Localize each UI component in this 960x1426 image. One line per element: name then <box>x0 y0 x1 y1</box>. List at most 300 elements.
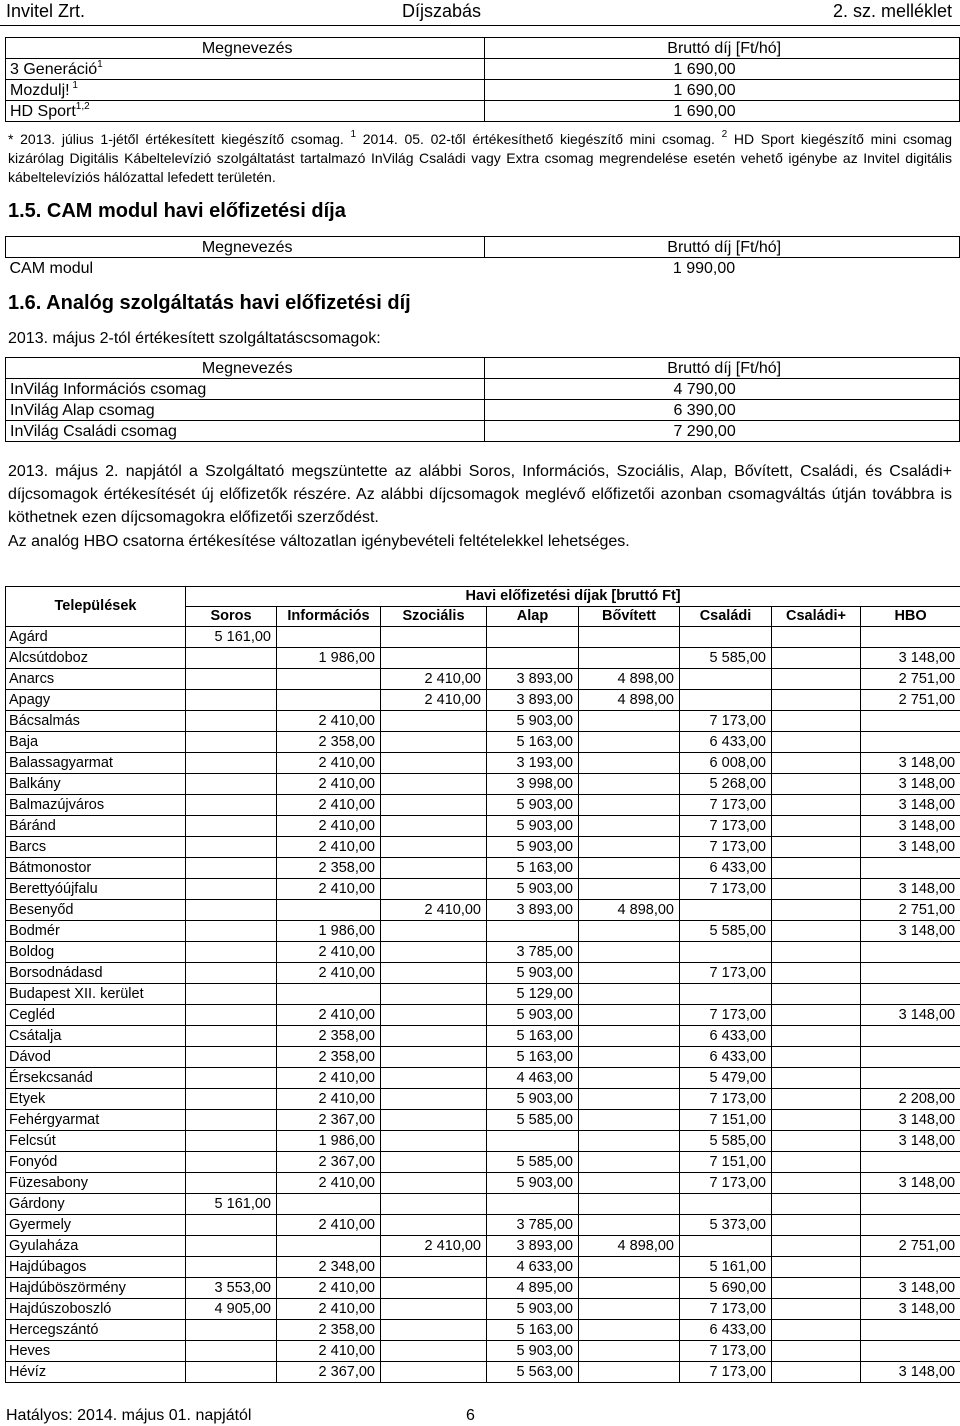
price-cell <box>861 1341 960 1362</box>
price-cell <box>861 1194 960 1215</box>
table-row <box>6 1173 960 1194</box>
price-cell <box>186 1215 277 1236</box>
city-name: Gárdony <box>6 1194 186 1215</box>
price-cell: 5 903,00 <box>487 1341 579 1362</box>
price-cell <box>579 879 680 900</box>
package-price: 6 390,00 <box>485 400 960 421</box>
price-cell: 3 148,00 <box>861 795 960 816</box>
price-cell <box>861 1152 960 1173</box>
price-cell: 5 903,00 <box>487 1173 579 1194</box>
price-cell <box>186 963 277 984</box>
price-cell: 2 410,00 <box>277 816 381 837</box>
price-cell <box>772 648 861 669</box>
price-cell: 2 410,00 <box>381 669 487 690</box>
price-cell: 7 173,00 <box>680 963 772 984</box>
price-cell <box>186 1068 277 1089</box>
price-cell: 7 173,00 <box>680 1362 772 1383</box>
city-name: Etyek <box>6 1089 186 1110</box>
price-cell <box>186 1173 277 1194</box>
price-cell: 7 151,00 <box>680 1152 772 1173</box>
city-name: Dávod <box>6 1047 186 1068</box>
price-cell <box>861 1068 960 1089</box>
price-cell <box>579 1341 680 1362</box>
col-header-city: Települések <box>6 587 186 627</box>
table-row <box>6 1026 960 1047</box>
effective-date: Hatályos: 2014. május 01. napjától <box>6 1407 252 1424</box>
city-name: Gyermely <box>6 1215 186 1236</box>
package-name: InVilág Információs csomag <box>6 379 485 400</box>
price-cell <box>186 921 277 942</box>
price-cell <box>772 984 861 1005</box>
package-price: 1 690,00 <box>485 101 960 122</box>
price-cell <box>579 1215 680 1236</box>
price-cell <box>186 900 277 921</box>
city-name: Anarcs <box>6 669 186 690</box>
page-footer <box>6 1406 475 1426</box>
table-row <box>6 1236 960 1257</box>
package-name: InVilág Családi csomag <box>6 421 485 442</box>
table-row <box>6 627 960 648</box>
price-cell: 7 173,00 <box>680 1089 772 1110</box>
analog-intro: 2013. május 2-tól értékesített szolgáltatáscsomagok: <box>8 330 381 347</box>
price-cell: 2 410,00 <box>381 690 487 711</box>
price-cell: 4 898,00 <box>579 669 680 690</box>
price-cell <box>772 900 861 921</box>
table-row <box>6 900 960 921</box>
price-cell <box>579 648 680 669</box>
price-cell <box>579 1089 680 1110</box>
price-cell <box>381 984 487 1005</box>
price-cell <box>381 1005 487 1026</box>
table-row <box>6 858 960 879</box>
price-cell: 3 148,00 <box>861 1131 960 1152</box>
price-cell <box>381 1089 487 1110</box>
city-name: Budapest XII. kerület <box>6 984 186 1005</box>
table-row <box>6 669 960 690</box>
table-row <box>6 795 960 816</box>
price-cell <box>579 942 680 963</box>
city-name: Agárd <box>6 627 186 648</box>
price-cell <box>381 1026 487 1047</box>
price-cell <box>772 795 861 816</box>
price-cell: 3 148,00 <box>861 1110 960 1131</box>
price-cell <box>277 1236 381 1257</box>
price-cell: 2 410,00 <box>277 942 381 963</box>
header-rule <box>0 25 960 26</box>
package-price: 7 290,00 <box>485 421 960 442</box>
price-cell: 5 163,00 <box>487 732 579 753</box>
price-cell <box>579 1068 680 1089</box>
price-cell <box>186 1236 277 1257</box>
price-cell <box>381 795 487 816</box>
price-cell <box>186 1257 277 1278</box>
price-cell <box>186 1362 277 1383</box>
price-cell <box>579 732 680 753</box>
price-cell: 4 905,00 <box>186 1299 277 1320</box>
table-row <box>6 774 960 795</box>
price-cell <box>186 753 277 774</box>
price-cell: 5 903,00 <box>487 816 579 837</box>
price-cell <box>579 963 680 984</box>
city-name: Boldog <box>6 942 186 963</box>
table-row <box>6 690 960 711</box>
price-cell <box>186 1005 277 1026</box>
price-cell <box>579 1026 680 1047</box>
table-row <box>6 1152 960 1173</box>
price-cell: 5 163,00 <box>487 858 579 879</box>
price-cell <box>772 711 861 732</box>
price-cell <box>277 690 381 711</box>
package-name: Mozdulj! $^1$ <box>6 80 485 101</box>
col-header-price: Bruttó díj [Ft/hó] <box>485 38 960 59</box>
price-cell: 2 358,00 <box>277 858 381 879</box>
price-cell: 2 410,00 <box>277 1173 381 1194</box>
price-cell <box>381 1320 487 1341</box>
price-cell: 6 433,00 <box>680 858 772 879</box>
price-cell <box>772 1173 861 1194</box>
city-name: Fehérgyarmat <box>6 1110 186 1131</box>
price-cell <box>381 1068 487 1089</box>
price-cell <box>277 669 381 690</box>
city-name: Hajdúszoboszló <box>6 1299 186 1320</box>
price-cell: 3 148,00 <box>861 753 960 774</box>
price-cell: 7 173,00 <box>680 879 772 900</box>
price-cell <box>381 1047 487 1068</box>
price-cell: 2 410,00 <box>277 753 381 774</box>
price-cell <box>381 1362 487 1383</box>
price-cell: 5 903,00 <box>487 1299 579 1320</box>
price-cell <box>186 942 277 963</box>
price-cell <box>579 984 680 1005</box>
price-cell: 3 148,00 <box>861 774 960 795</box>
table-row <box>6 1299 960 1320</box>
price-cell: 2 751,00 <box>861 690 960 711</box>
price-cell: 7 173,00 <box>680 795 772 816</box>
price-cell <box>861 1215 960 1236</box>
price-cell: 5 903,00 <box>487 837 579 858</box>
price-cell: 5 585,00 <box>680 1131 772 1152</box>
table-row <box>6 648 960 669</box>
price-cell: 6 433,00 <box>680 1026 772 1047</box>
table-row <box>6 711 960 732</box>
price-cell <box>772 1215 861 1236</box>
price-cell: 2 410,00 <box>277 1005 381 1026</box>
price-cell <box>680 1236 772 1257</box>
package-price: 4 790,00 <box>485 379 960 400</box>
price-cell: 2 751,00 <box>861 669 960 690</box>
price-cell <box>381 774 487 795</box>
price-cell <box>186 1131 277 1152</box>
price-cell: 2 208,00 <box>861 1089 960 1110</box>
price-cell: 2 348,00 <box>277 1257 381 1278</box>
price-cell <box>579 1257 680 1278</box>
price-cell: 4 898,00 <box>579 1236 680 1257</box>
price-cell: 3 893,00 <box>487 690 579 711</box>
table-row <box>6 379 960 400</box>
price-cell: 5 903,00 <box>487 1005 579 1026</box>
price-cell <box>381 837 487 858</box>
price-cell <box>381 963 487 984</box>
price-cell: 7 173,00 <box>680 837 772 858</box>
price-cell: 5 563,00 <box>487 1362 579 1383</box>
col-header-name: Megnevezés <box>6 237 485 258</box>
city-name: Gyulaháza <box>6 1236 186 1257</box>
table-row <box>6 816 960 837</box>
footnote-text: * 2013. július 1-jétől értékesített kiegészítő csomag. $^1$ 2014. 05. 02-től értékesíthető kiegészítő mini csomag. $^2$ HD Sport kiegészítő mini csomag kizárólag Digitális Kábeltelevízió szolgáltatást tartalmazó InVilág Családi vagy Extra csomag megrendelése esetén vehető igénybe az Invitel digitális kábeltelevíziós hálózattal lefedett területén. <box>8 129 953 185</box>
price-cell: 3 193,00 <box>487 753 579 774</box>
price-cell <box>579 921 680 942</box>
price-cell <box>680 942 772 963</box>
price-cell <box>680 627 772 648</box>
price-cell <box>381 1215 487 1236</box>
price-cell: 2 410,00 <box>277 795 381 816</box>
price-cell <box>579 1194 680 1215</box>
package-name: 3 Generáció$^1$ <box>6 59 485 80</box>
price-cell <box>680 900 772 921</box>
city-name: Bátmonostor <box>6 858 186 879</box>
price-cell: 3 148,00 <box>861 1173 960 1194</box>
price-cell <box>579 858 680 879</box>
price-cell <box>186 1026 277 1047</box>
price-cell <box>772 1110 861 1131</box>
price-cell <box>186 1047 277 1068</box>
table-row <box>6 1362 960 1383</box>
price-cell: 7 173,00 <box>680 816 772 837</box>
price-cell <box>186 816 277 837</box>
table-row <box>6 80 960 101</box>
price-cell <box>772 858 861 879</box>
price-cell: 3 893,00 <box>487 669 579 690</box>
price-cell <box>861 627 960 648</box>
price-cell: 2 410,00 <box>277 879 381 900</box>
price-cell <box>487 1194 579 1215</box>
price-cell: 2 358,00 <box>277 1026 381 1047</box>
price-cell <box>579 1005 680 1026</box>
price-cell <box>772 1257 861 1278</box>
city-name: Balassagyarmat <box>6 753 186 774</box>
price-cell <box>680 984 772 1005</box>
city-name: Felcsút <box>6 1131 186 1152</box>
price-cell <box>186 732 277 753</box>
price-cell: 5 161,00 <box>186 1194 277 1215</box>
price-cell <box>772 627 861 648</box>
price-cell <box>381 1299 487 1320</box>
table-row <box>6 753 960 774</box>
col-header-3: Alap <box>487 607 579 627</box>
price-cell <box>381 921 487 942</box>
price-cell: 5 903,00 <box>487 879 579 900</box>
price-cell <box>579 795 680 816</box>
price-cell: 5 690,00 <box>680 1278 772 1299</box>
price-cell <box>772 1236 861 1257</box>
table-row <box>6 984 960 1005</box>
price-cell: 2 410,00 <box>277 1215 381 1236</box>
city-name: Hajdúböszörmény <box>6 1278 186 1299</box>
price-cell <box>277 900 381 921</box>
city-name: Barcs <box>6 837 186 858</box>
price-cell <box>487 1131 579 1152</box>
price-cell: 5 585,00 <box>487 1152 579 1173</box>
table-row <box>6 963 960 984</box>
price-cell: 2 410,00 <box>277 1341 381 1362</box>
city-name: Füzesabony <box>6 1173 186 1194</box>
price-cell <box>186 711 277 732</box>
city-name: Bácsalmás <box>6 711 186 732</box>
price-cell <box>381 1257 487 1278</box>
price-cell: 6 008,00 <box>680 753 772 774</box>
price-cell: 2 410,00 <box>277 963 381 984</box>
settlement-price-table <box>5 586 960 1383</box>
hbo-paragraph: Az analóg HBO csatorna értékesítése változatlan igénybevételi feltételekkel lehetséges. <box>8 533 630 550</box>
price-cell <box>186 1089 277 1110</box>
price-cell <box>186 1152 277 1173</box>
price-cell <box>579 1152 680 1173</box>
section-heading-cam: 1.5. CAM modul havi előfizetési díja <box>8 200 346 222</box>
module-price: 1 990,00 <box>672 260 736 277</box>
price-cell <box>186 1320 277 1341</box>
package-price: 1 690,00 <box>485 80 960 101</box>
col-header-2: Szociális <box>381 607 487 627</box>
price-cell <box>772 942 861 963</box>
price-cell: 4 895,00 <box>487 1278 579 1299</box>
table-row <box>6 1047 960 1068</box>
price-cell <box>772 1152 861 1173</box>
price-cell <box>772 879 861 900</box>
module-name: CAM modul <box>9 260 94 277</box>
table-row <box>6 1194 960 1215</box>
price-cell <box>381 1131 487 1152</box>
price-cell <box>579 711 680 732</box>
price-cell <box>277 1194 381 1215</box>
price-cell: 7 173,00 <box>680 711 772 732</box>
price-cell: 6 433,00 <box>680 1047 772 1068</box>
col-header-name: Megnevezés <box>6 358 485 379</box>
price-cell: 5 268,00 <box>680 774 772 795</box>
price-cell: 1 986,00 <box>277 1131 381 1152</box>
price-cell <box>186 879 277 900</box>
price-cell <box>861 732 960 753</box>
price-cell <box>772 837 861 858</box>
price-cell <box>186 648 277 669</box>
price-cell <box>861 858 960 879</box>
price-cell: 3 785,00 <box>487 1215 579 1236</box>
price-cell <box>579 774 680 795</box>
price-cell: 5 129,00 <box>487 984 579 1005</box>
price-cell: 1 986,00 <box>277 648 381 669</box>
price-cell: 3 148,00 <box>861 837 960 858</box>
city-name: Alcsútdoboz <box>6 648 186 669</box>
company-name: Invitel Zrt. <box>6 1 86 21</box>
price-cell <box>186 669 277 690</box>
price-cell <box>680 669 772 690</box>
price-cell <box>186 1341 277 1362</box>
price-cell <box>186 858 277 879</box>
col-header-price: Bruttó díj [Ft/hó] <box>485 358 960 379</box>
price-cell <box>579 1320 680 1341</box>
table-row <box>6 732 960 753</box>
price-cell <box>579 1299 680 1320</box>
table-row <box>6 1005 960 1026</box>
price-cell <box>861 1047 960 1068</box>
price-cell <box>772 1194 861 1215</box>
table-row <box>6 258 960 279</box>
price-cell <box>772 1005 861 1026</box>
table-row <box>6 101 960 122</box>
table-row <box>6 1341 960 1362</box>
price-cell <box>186 984 277 1005</box>
price-cell: 4 463,00 <box>487 1068 579 1089</box>
price-cell: 2 410,00 <box>381 900 487 921</box>
price-cell: 5 163,00 <box>487 1047 579 1068</box>
price-cell <box>381 942 487 963</box>
section-heading-analog: 1.6. Analóg szolgáltatás havi előfizetési díj <box>8 292 411 314</box>
col-header-5: Családi <box>680 607 772 627</box>
price-cell <box>772 921 861 942</box>
price-cell: 7 173,00 <box>680 1005 772 1026</box>
col-group-header: Havi előfizetési díjak [bruttó Ft] <box>186 587 960 607</box>
addon-package-table <box>5 37 960 122</box>
price-cell <box>579 1278 680 1299</box>
table-row <box>6 921 960 942</box>
col-header-name: Megnevezés <box>6 38 485 59</box>
city-name: Besenyőd <box>6 900 186 921</box>
price-cell <box>861 942 960 963</box>
price-cell <box>277 984 381 1005</box>
price-cell <box>381 1110 487 1131</box>
price-cell <box>861 963 960 984</box>
price-cell: 2 410,00 <box>277 1068 381 1089</box>
city-name: Cegléd <box>6 1005 186 1026</box>
price-cell <box>579 1173 680 1194</box>
price-cell: 2 410,00 <box>381 1236 487 1257</box>
price-cell <box>772 669 861 690</box>
price-cell: 5 161,00 <box>186 627 277 648</box>
city-name: Borsodnádasd <box>6 963 186 984</box>
table-row <box>6 1257 960 1278</box>
city-name: Hajdúbagos <box>6 1257 186 1278</box>
price-cell <box>861 711 960 732</box>
price-cell: 3 785,00 <box>487 942 579 963</box>
price-cell: 2 358,00 <box>277 1047 381 1068</box>
price-cell <box>487 921 579 942</box>
price-cell: 7 173,00 <box>680 1341 772 1362</box>
price-cell: 5 163,00 <box>487 1026 579 1047</box>
price-cell <box>381 1194 487 1215</box>
price-cell <box>381 1278 487 1299</box>
table-row <box>6 400 960 421</box>
price-cell <box>381 816 487 837</box>
price-cell: 5 585,00 <box>487 1110 579 1131</box>
price-cell: 6 433,00 <box>680 732 772 753</box>
price-cell <box>772 690 861 711</box>
price-cell: 5 585,00 <box>680 648 772 669</box>
city-name: Baja <box>6 732 186 753</box>
price-cell <box>772 1362 861 1383</box>
price-cell <box>772 1068 861 1089</box>
price-cell: 3 553,00 <box>186 1278 277 1299</box>
table-row <box>6 879 960 900</box>
table-row <box>6 1320 960 1341</box>
city-name: Bodmér <box>6 921 186 942</box>
price-cell: 5 903,00 <box>487 795 579 816</box>
package-price: 1 690,00 <box>485 59 960 80</box>
price-cell: 2 367,00 <box>277 1362 381 1383</box>
price-cell: 4 633,00 <box>487 1257 579 1278</box>
discontinued-paragraph: 2013. május 2. napjától a Szolgáltató megszüntette az alábbi Soros, Információs, Szociális, Alap, Bővített, Családi, és Családi+ díjcsomagok értékesítését új előfizetők részére. Az alábbi díjcsomagok meglévő előfizetői azonban csomagváltás útján továbbra is köthetnek ezen díjcsomagokra előfizetői szerződést. <box>8 463 952 526</box>
col-header-6: Családi+ <box>772 607 861 627</box>
price-cell: 3 148,00 <box>861 648 960 669</box>
price-cell: 2 751,00 <box>861 1236 960 1257</box>
